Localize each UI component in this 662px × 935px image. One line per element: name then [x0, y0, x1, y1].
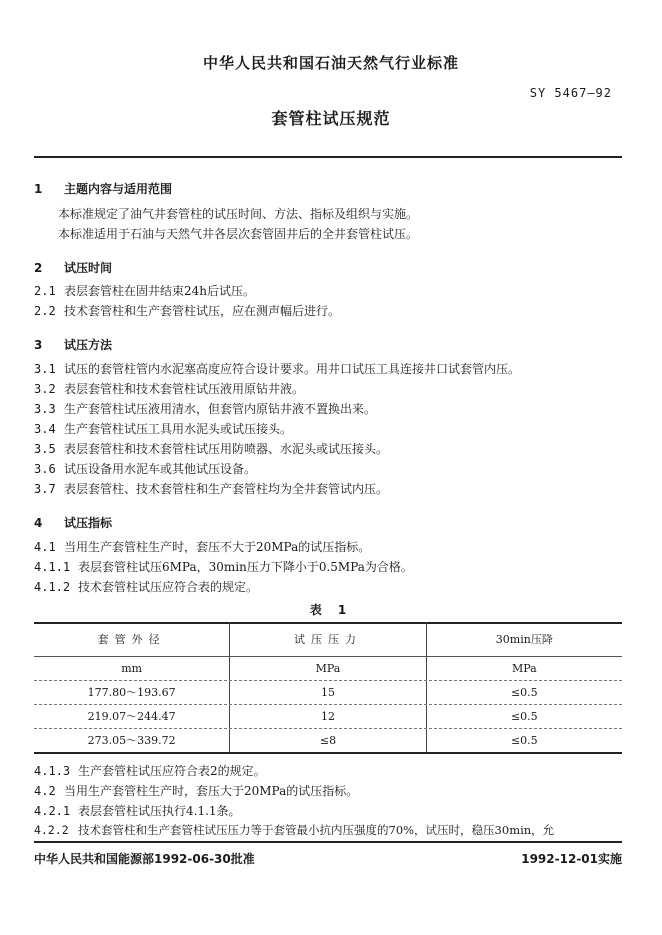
- table-1-title: 表 1: [309, 603, 353, 617]
- effective-date: 1992-12-01实施: [521, 852, 622, 866]
- table-row-separator: [34, 728, 622, 729]
- clause-4-2-1: [34, 802, 241, 819]
- clause-text: 表层套管柱在固井结束24h后试压。: [64, 284, 255, 298]
- section-number: 3: [34, 338, 43, 352]
- table-header-row: [34, 622, 622, 656]
- header-cell-outer-diameter: 套管外径: [97, 633, 166, 646]
- table-cell: 15: [230, 680, 426, 704]
- clause-3-6: [34, 460, 256, 477]
- standard-code: SY 5467—92: [529, 86, 612, 100]
- clause-number: 3.7: [34, 482, 56, 496]
- clause-number: 4.1: [34, 540, 56, 554]
- unit-cell: mm: [121, 661, 143, 675]
- clause-2-2: [34, 302, 340, 319]
- table-row: [34, 704, 622, 728]
- clause-number: 3.6: [34, 462, 56, 476]
- table-row: [34, 728, 622, 752]
- clause-number: 4.1.2: [34, 580, 71, 594]
- header-cell-pressure-drop: 30min压降: [495, 633, 553, 646]
- section-4-heading: [34, 514, 112, 531]
- table-bottom-rule: [34, 752, 622, 754]
- table-row-separator: [34, 680, 622, 681]
- org-title: 中华人民共和国石油天然气行业标准: [202, 54, 459, 72]
- clause-4-2-2: [34, 822, 554, 838]
- table-cell: 219.07～244.47: [87, 710, 176, 723]
- header-rule: [34, 156, 622, 158]
- clause-text: 试压设备用水泥车或其他试压设备。: [64, 462, 257, 476]
- clause-3-3: [34, 400, 376, 417]
- clause-number: 3.4: [34, 422, 56, 436]
- table-cell: ≤0.5: [510, 685, 538, 699]
- clause-text: 当用生产套管柱生产时，套压不大于20MPa的试压指标。: [64, 540, 371, 554]
- clause-text: 生产套管柱试压液用清水，但套管内原钻井液不置换出来。: [64, 402, 377, 416]
- clause-number: 4.2.2: [34, 823, 69, 837]
- clause-3-1: [34, 360, 520, 377]
- clause-number: 3.2: [34, 382, 56, 396]
- clause-4-2: [34, 782, 358, 799]
- section-title: 主题内容与适用范围: [64, 182, 173, 196]
- section-1-paragraph-2: 本标准适用于石油与天然气井各层次套管固井后的全井套管柱试压。: [58, 227, 419, 241]
- unit-cell: MPa: [230, 656, 426, 680]
- clause-text: 表层套管柱试压6MPa，30min压力下降小于0.5MPa为合格。: [78, 560, 413, 574]
- footer-rule: [34, 841, 622, 843]
- clause-number: 2.2: [34, 304, 56, 318]
- clause-4-1-2: [34, 578, 258, 595]
- header-cell-test-pressure: 试压压力: [230, 622, 426, 656]
- section-1-paragraph-1: 本标准规定了油气井套管柱的试压时间、方法、指标及组织与实施。: [58, 207, 419, 221]
- table-units-row: [34, 656, 622, 680]
- clause-4-1-3: [34, 762, 266, 779]
- table-cell: 273.05～339.72: [87, 734, 176, 747]
- clause-text: 表层套管柱试压执行4.1.1条。: [78, 804, 241, 818]
- clause-text: 技术套管柱和生产套管柱试压，应在测声幅后进行。: [64, 304, 341, 318]
- clause-3-4: [34, 420, 292, 437]
- clause-text: 试压的套管柱管内水泥塞高度应符合设计要求。用井口试压工具连接井口试套管内压。: [64, 362, 521, 376]
- clause-text: 表层套管柱、技术套管柱和生产套管柱均为全井套管试内压。: [64, 482, 389, 496]
- clause-number: 2.1: [34, 284, 56, 298]
- table-row-separator: [34, 704, 622, 705]
- section-title: 试压方法: [64, 338, 113, 352]
- table-cell: 12: [230, 704, 426, 728]
- clause-number: 4.2.1: [34, 804, 71, 818]
- section-number: 2: [34, 261, 43, 275]
- clause-number: 3.3: [34, 402, 56, 416]
- table-row: [34, 680, 622, 704]
- clause-text: 生产套管柱试压工具用水泥头或试压接头。: [64, 422, 293, 436]
- table-cell: ≤0.5: [510, 733, 538, 747]
- section-2-heading: [34, 259, 112, 276]
- clause-4-1-1: [34, 558, 413, 575]
- table-cell: ≤8: [230, 728, 426, 752]
- section-title: 试压指标: [64, 516, 113, 530]
- clause-text: 生产套管柱试压应符合表2的规定。: [78, 764, 266, 778]
- section-title: 试压时间: [64, 261, 113, 275]
- clause-text: 技术套管柱试压应符合表的规定。: [78, 580, 259, 594]
- clause-text: 当用生产套管柱生产时，套压大于20MPa的试压指标。: [64, 784, 359, 798]
- clause-3-7: [34, 480, 388, 497]
- section-1-heading: [34, 180, 172, 197]
- clause-3-2: [34, 380, 304, 397]
- clause-2-1: [34, 282, 255, 299]
- clause-number: 4.2: [34, 784, 56, 798]
- table-1: [34, 622, 622, 752]
- clause-3-5: [34, 440, 388, 457]
- clause-number: 4.1.3: [34, 764, 71, 778]
- table-header-rule: [34, 656, 622, 657]
- clause-number: 3.1: [34, 362, 56, 376]
- unit-cell: MPa: [511, 661, 537, 675]
- clause-text: 表层套管柱和技术套管柱试压液用原钻井液。: [64, 382, 305, 396]
- clause-number: 3.5: [34, 442, 56, 456]
- table-cell: 177.80～193.67: [87, 686, 176, 699]
- clause-number: 4.1.1: [34, 560, 71, 574]
- table-cell: ≤0.5: [510, 709, 538, 723]
- document-title: 套管柱试压规范: [271, 109, 391, 128]
- approval-note: 中华人民共和国能源部1992-06-30批准: [34, 852, 255, 866]
- clause-text: 技术套管柱和生产套管柱试压压力等于套管最小抗内压强度的70%，试压时，稳压30min，允: [78, 823, 555, 837]
- clause-4-1: [34, 538, 370, 555]
- clause-text: 表层套管柱和技术套管柱试压用防喷器、水泥头或试压接头。: [64, 442, 389, 456]
- section-number: 4: [34, 516, 43, 530]
- section-number: 1: [34, 182, 43, 196]
- section-3-heading: [34, 336, 112, 353]
